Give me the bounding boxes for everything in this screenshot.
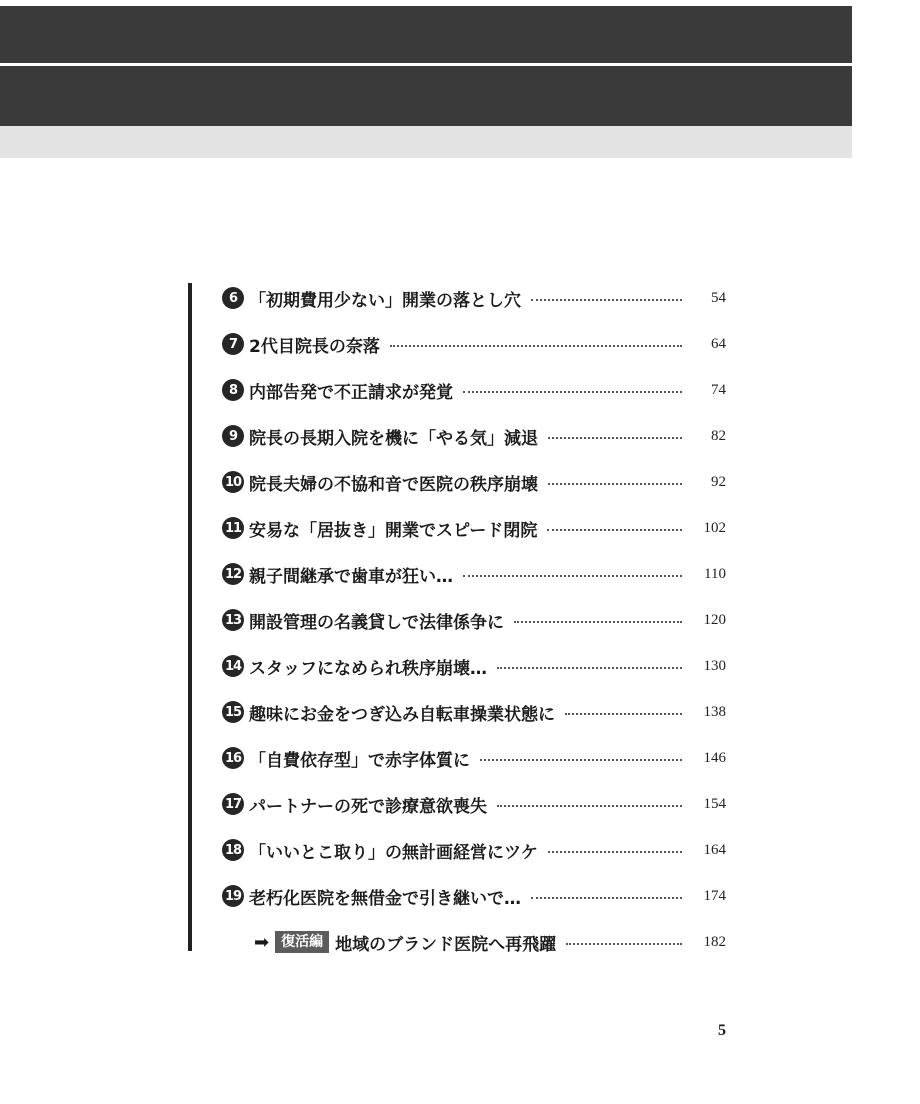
- entry-title: 趣味にお金をつぎ込み自転車操業状態に: [249, 704, 555, 725]
- page-number: 138: [703, 703, 726, 720]
- entry-title: 開設管理の名義貸しで法律係争に: [249, 612, 504, 633]
- chapter-number: 11: [222, 517, 244, 539]
- chapter-number: 13: [222, 609, 244, 631]
- toc-entry[interactable]: [222, 689, 726, 735]
- page-number: 182: [703, 933, 726, 950]
- toc-entry[interactable]: [222, 735, 726, 781]
- chapter-number: 10: [222, 471, 244, 493]
- table-of-contents: [222, 275, 726, 965]
- page-number: 102: [703, 519, 726, 536]
- entry-title: 院長夫婦の不協和音で医院の秩序崩壊: [249, 474, 538, 495]
- dot-leader: [548, 851, 682, 853]
- dot-leader: [463, 391, 682, 393]
- toc-entry[interactable]: [222, 827, 726, 873]
- dot-leader: [390, 345, 682, 347]
- dot-leader: [531, 897, 682, 899]
- toc-entry[interactable]: [222, 597, 726, 643]
- header-band-light: [0, 126, 852, 158]
- dot-leader: [531, 299, 682, 301]
- entry-title: 院長の長期入院を機に「やる気」減退: [249, 428, 538, 449]
- toc-entry[interactable]: [222, 873, 726, 919]
- chapter-number: 12: [222, 563, 244, 585]
- chapter-number: 17: [222, 793, 244, 815]
- chapter-number: 14: [222, 655, 244, 677]
- entry-title: 内部告発で不正請求が発覚: [249, 382, 453, 403]
- page-number: 92: [711, 473, 726, 490]
- entry-title: 「いいとこ取り」の無計画経営にツケ: [249, 842, 538, 863]
- entry-title: スタッフになめられ秩序崩壊…: [249, 658, 487, 679]
- toc-entry[interactable]: [222, 459, 726, 505]
- header-band-dark: [0, 66, 852, 126]
- toc-entry[interactable]: [222, 413, 726, 459]
- page-folio: 5: [718, 1022, 726, 1039]
- toc-entry[interactable]: [222, 321, 726, 367]
- chapter-number: 16: [222, 747, 244, 769]
- toc-sub-entry[interactable]: [222, 919, 726, 965]
- entry-title: 「自費依存型」で赤字体質に: [249, 750, 470, 771]
- dot-leader: [548, 483, 682, 485]
- page-number: 130: [703, 657, 726, 674]
- page-number: 120: [703, 611, 726, 628]
- dot-leader: [548, 437, 682, 439]
- page-number: 64: [711, 335, 726, 352]
- page-number: 74: [711, 381, 726, 398]
- entry-title: 2代目院長の奈落: [249, 336, 380, 357]
- page-number: 174: [703, 887, 726, 904]
- page-number: 110: [704, 565, 726, 582]
- dot-leader: [497, 667, 682, 669]
- page-number: 82: [711, 427, 726, 444]
- page-number: 154: [703, 795, 726, 812]
- toc-entry[interactable]: [222, 505, 726, 551]
- dot-leader: [480, 759, 682, 761]
- toc-entry[interactable]: [222, 551, 726, 597]
- page-number: 54: [711, 289, 726, 306]
- entry-title: 親子間継承で歯車が狂い…: [249, 566, 453, 587]
- chapter-number: 7: [222, 333, 244, 355]
- entry-title: 「初期費用少ない」開業の落とし穴: [249, 290, 521, 311]
- entry-title: パートナーの死で診療意欲喪失: [249, 796, 487, 817]
- dot-leader: [514, 621, 682, 623]
- entry-title: 老朽化医院を無借金で引き継いで…: [249, 888, 521, 909]
- dot-leader: [463, 575, 682, 577]
- chapter-number: 19: [222, 885, 244, 907]
- dot-leader: [547, 529, 682, 531]
- toc-entry[interactable]: [222, 367, 726, 413]
- chapter-number: 6: [222, 287, 244, 309]
- page-number: 146: [703, 749, 726, 766]
- chapter-number: 8: [222, 379, 244, 401]
- entry-title: 地域のブランド医院へ再飛躍: [335, 934, 557, 955]
- arrow-right-icon: ➡: [254, 931, 270, 953]
- toc-entry[interactable]: [222, 781, 726, 827]
- page-number: 164: [703, 841, 726, 858]
- chapter-number: 15: [222, 701, 244, 723]
- toc-entry[interactable]: [222, 643, 726, 689]
- toc-entry[interactable]: [222, 275, 726, 321]
- entry-title: 安易な「居抜き」開業でスピード閉院: [249, 520, 538, 541]
- dot-leader: [566, 943, 682, 945]
- dot-leader: [565, 713, 682, 715]
- chapter-number: 18: [222, 839, 244, 861]
- dot-leader: [497, 805, 682, 807]
- section-tag: 復活編: [275, 931, 329, 953]
- toc-vertical-rule: [188, 283, 192, 951]
- header-band-dark-top: [0, 6, 852, 63]
- chapter-number: 9: [222, 425, 244, 447]
